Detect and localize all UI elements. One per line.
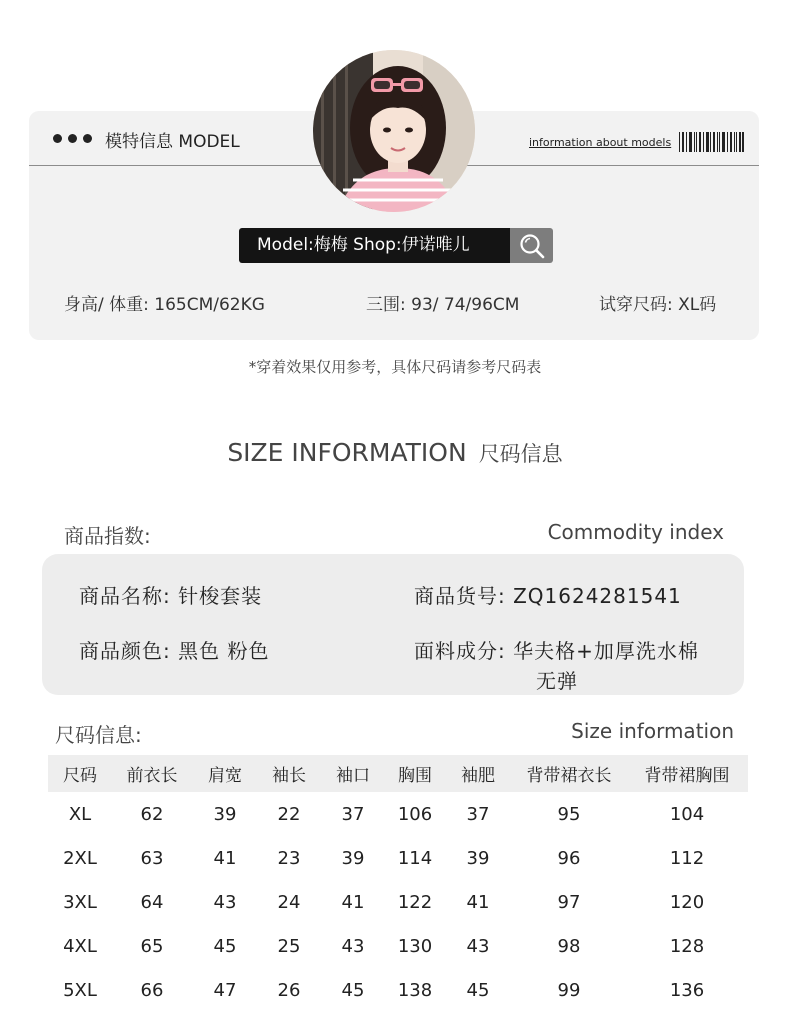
table-row xyxy=(48,880,748,924)
table-cell: 104 xyxy=(669,803,705,825)
size-info-title-cn: 尺码信息 xyxy=(478,442,563,466)
table-cell: 24 xyxy=(277,891,301,913)
header-cuff: 袖口 xyxy=(336,766,370,786)
model-search-text: Model:梅梅 Shop:伊诺唯儿 xyxy=(239,228,510,263)
table-cell: 37 xyxy=(341,803,365,825)
table-cell: 120 xyxy=(669,891,705,913)
table-cell: 122 xyxy=(397,891,433,913)
header-sleeve-width: 袖肥 xyxy=(461,766,495,786)
header-bust: 胸围 xyxy=(398,766,432,786)
table-cell: 98 xyxy=(557,935,581,957)
table-cell: 64 xyxy=(140,891,164,913)
table-cell: 41 xyxy=(213,847,237,869)
table-cell: 26 xyxy=(277,979,301,1001)
size-table-label-cn: 尺码信息: xyxy=(55,723,142,747)
table-row xyxy=(48,836,748,880)
table-row xyxy=(48,924,748,968)
table-cell: 99 xyxy=(557,979,581,1001)
table-cell: 95 xyxy=(557,803,581,825)
table-cell: 5XL xyxy=(63,979,97,1001)
table-cell: 25 xyxy=(277,935,301,957)
table-cell: 97 xyxy=(557,891,581,913)
table-cell: 96 xyxy=(557,847,581,869)
table-cell: 45 xyxy=(466,979,490,1001)
commodity-label-en: Commodity index xyxy=(547,520,724,544)
table-cell: 2XL xyxy=(63,847,97,869)
header-dress-length: 背带裙衣长 xyxy=(526,766,612,786)
search-button[interactable] xyxy=(510,228,553,263)
table-cell: 138 xyxy=(397,979,433,1001)
barcode-icon xyxy=(679,132,744,152)
table-cell: 41 xyxy=(466,891,490,913)
table-cell: 43 xyxy=(213,891,237,913)
table-cell: 66 xyxy=(140,979,164,1001)
table-row xyxy=(48,792,748,836)
size-table-header xyxy=(48,755,748,792)
size-info-title-en: SIZE INFORMATION xyxy=(227,438,467,467)
commodity-label-cn: 商品指数: xyxy=(64,524,151,548)
header-shoulder: 肩宽 xyxy=(208,766,242,786)
size-table-label-en: Size information xyxy=(571,719,734,743)
table-cell: 43 xyxy=(466,935,490,957)
table-cell: 65 xyxy=(140,935,164,957)
header-front-length: 前衣长 xyxy=(126,766,178,786)
table-cell: 41 xyxy=(341,891,365,913)
dots-icon xyxy=(53,134,92,143)
header-size: 尺码 xyxy=(63,766,97,786)
table-cell: 45 xyxy=(341,979,365,1001)
table-row xyxy=(48,968,748,1012)
table-cell: 45 xyxy=(213,935,237,957)
size-info-title xyxy=(0,438,790,468)
table-cell: 3XL xyxy=(63,891,97,913)
table-cell: 130 xyxy=(397,935,433,957)
size-table xyxy=(48,755,748,1012)
table-cell: 37 xyxy=(466,803,490,825)
search-icon xyxy=(518,232,546,260)
commodity-item-no: 商品货号: ZQ1624281541 xyxy=(414,584,682,608)
commodity-fabric: 面料成分: 华夫格+加厚洗水棉 xyxy=(414,639,699,663)
table-cell: 4XL xyxy=(63,935,97,957)
fit-disclaimer: *穿着效果仅用参考，具体尺码请参考尺码表 xyxy=(248,358,542,376)
commodity-color: 商品颜色: 黑色 粉色 xyxy=(79,639,270,663)
table-cell: 114 xyxy=(397,847,433,869)
table-cell: 39 xyxy=(213,803,237,825)
table-cell: 47 xyxy=(213,979,237,1001)
model-section-subtitle: information about models xyxy=(529,136,672,149)
table-cell: XL xyxy=(68,803,92,825)
table-cell: 106 xyxy=(397,803,433,825)
table-cell: 136 xyxy=(669,979,705,1001)
model-search-bar[interactable] xyxy=(239,228,553,263)
model-height-weight: 身高/ 体重: 165CM/62KG xyxy=(64,295,265,315)
table-cell: 39 xyxy=(466,847,490,869)
model-measurements: 三围: 93/ 74/96CM xyxy=(366,295,520,315)
table-cell: 43 xyxy=(341,935,365,957)
table-cell: 63 xyxy=(140,847,164,869)
header-sleeve-length: 袖长 xyxy=(272,766,306,786)
header-dress-bust: 背带裙胸围 xyxy=(644,766,730,786)
table-cell: 112 xyxy=(669,847,705,869)
commodity-fabric-cont: 无弹 xyxy=(536,669,578,693)
table-cell: 128 xyxy=(669,935,705,957)
table-cell: 39 xyxy=(341,847,365,869)
table-cell: 62 xyxy=(140,803,164,825)
table-cell: 22 xyxy=(277,803,301,825)
model-photo xyxy=(313,50,475,212)
commodity-info-box xyxy=(42,554,744,695)
model-try-size: 试穿尺码: XL码 xyxy=(599,295,717,315)
model-section-label: 模特信息 MODEL xyxy=(105,132,240,152)
table-cell: 23 xyxy=(277,847,301,869)
commodity-name: 商品名称: 针梭套装 xyxy=(79,584,263,608)
